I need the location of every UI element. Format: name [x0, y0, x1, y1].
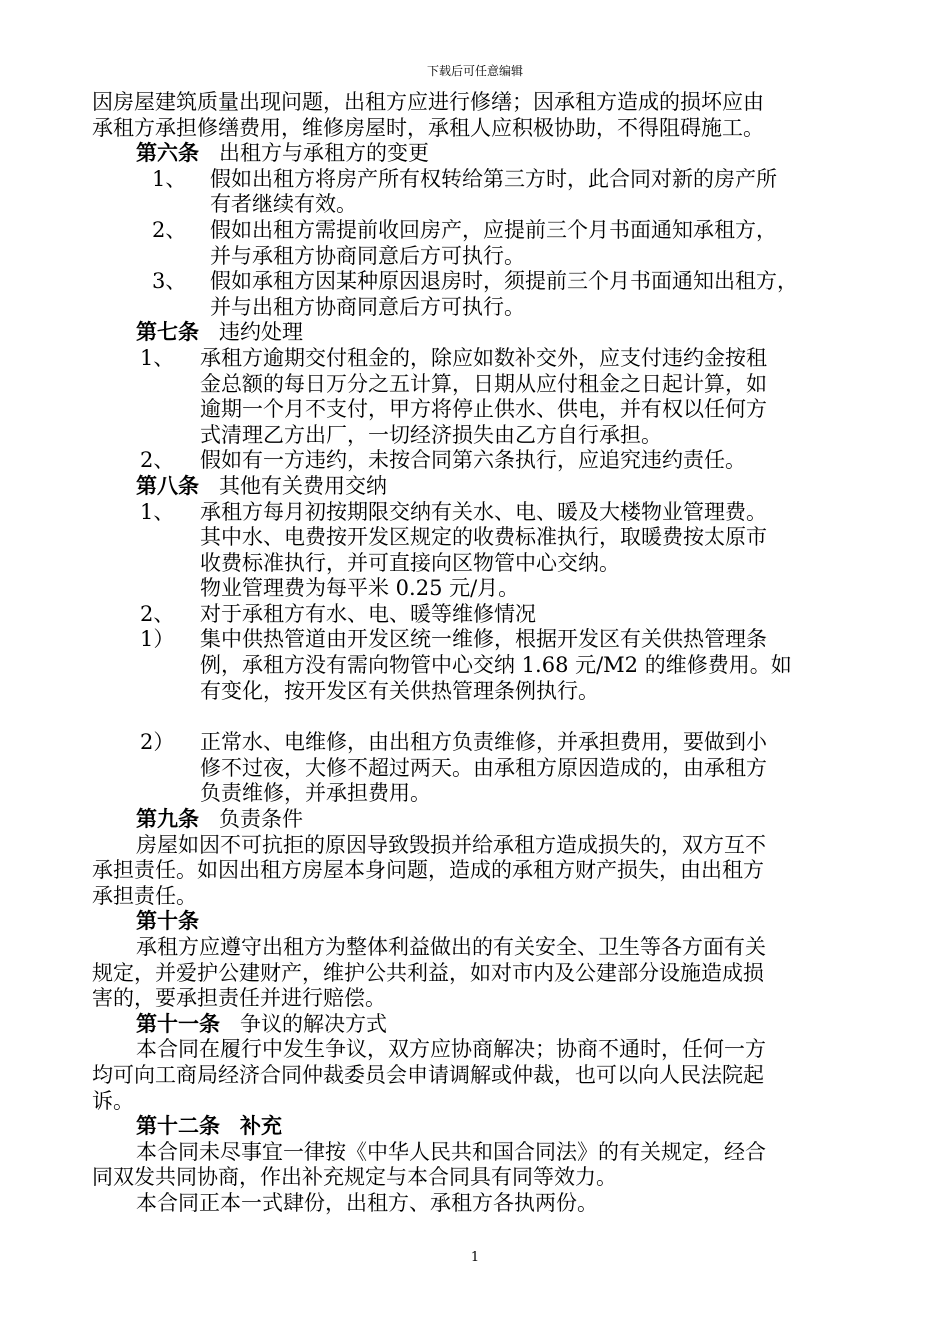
text-line: 均可向工商局经济合同仲裁委员会申请调解或仲裁，也可以向人民法院起 [92, 1062, 764, 1087]
list-item [92, 500, 872, 602]
article-subtitle: 其他有关费用交纳 [219, 473, 387, 498]
article-subtitle: 争议的解决方式 [240, 1011, 387, 1036]
list-item [92, 627, 872, 704]
text-line: 负责维修，并承担费用。 [200, 781, 431, 806]
text-line: 本合同在履行中发生争议，双方应协商解决；协商不通时，任何一方 [136, 1037, 766, 1062]
item-number: 1、 [152, 166, 187, 191]
article-7-heading [92, 320, 872, 346]
text-line: 有变化，按开发区有关供热管理条例执行。 [200, 678, 599, 703]
text-line: 有者继续有效。 [210, 192, 357, 217]
blank-line [92, 704, 872, 730]
list-item [92, 218, 872, 269]
article-title: 第六条 [136, 141, 199, 166]
list-item [92, 602, 872, 628]
text-line: 房屋如因不可抗拒的原因导致毁损并给承租方造成损失的，双方互不 [136, 832, 766, 857]
article-6-heading [92, 141, 872, 167]
item-number: 1、 [140, 499, 175, 524]
article-10-heading [92, 909, 872, 935]
article-title: 第十条 [136, 909, 199, 934]
text-line: 金总额的每日万分之五计算，日期从应付租金之日起计算，如 [200, 371, 767, 396]
text-line: 收费标准执行，并可直接向区物管中心交纳。 [200, 550, 620, 575]
text-line: 承租方承担修缮费用，维修房屋时，承租人应积极协助，不得阻碍施工。 [92, 115, 764, 140]
list-item [92, 346, 872, 448]
text-line: 正常水、电维修，由出租方负责维修，并承担费用，要做到小 [200, 730, 767, 755]
text-line: 假如承租方因某种原因退房时，须提前三个月书面通知出租方， [210, 269, 798, 294]
text-line: 承担责任。如因出租方房屋本身问题，造成的承租方财产损失，由出租方 [92, 858, 764, 883]
article-title: 第九条 [136, 807, 199, 832]
item-number: 2、 [140, 601, 175, 626]
page-number: 1 [470, 1250, 480, 1265]
article-subtitle: 违约处理 [219, 320, 303, 345]
text-line: 逾期一个月不支付，甲方将停止供水、供电，并有权以任何方 [200, 397, 767, 422]
text-line: 同双发共同协商，作出补充规定与本合同具有同等效力。 [92, 1165, 617, 1190]
text-line: 承租方应遵守出租方为整体利益做出的有关安全、卫生等各方面有关 [136, 935, 766, 959]
text-line: 本合同未尽事宜一律按《中华人民共和国合同法》的有关规定，经合 [136, 1139, 766, 1164]
text-line: 其中水、电费按开发区规定的收费标准执行，取暖费按太原市 [200, 525, 767, 550]
article-title: 第七条 [136, 320, 199, 345]
list-item [92, 448, 872, 474]
text-line: 害的，要承担责任并进行赔偿。 [92, 986, 386, 1011]
text-line: 因房屋建筑质量出现问题，出租方应进行修缮；因承租方造成的损坏应由 [92, 90, 764, 114]
item-number: 3、 [152, 269, 187, 294]
list-item [92, 167, 872, 218]
text-line: 假如出租方将房产所有权转给第三方时，此合同对新的房产所 [210, 166, 777, 191]
article-title: 第十一条 [136, 1011, 220, 1036]
text-line: 承租方逾期交付租金的，除应如数补交外，应支付违约金按租 [200, 345, 767, 370]
article-subtitle: 负责条件 [219, 807, 303, 832]
item-number: 2、 [152, 217, 187, 242]
article-subtitle: 出租方与承租方的变更 [219, 141, 429, 166]
list-item [92, 269, 872, 320]
text-line: 物业管理费为每平米 0.25 元/月。 [200, 576, 520, 601]
article-11-heading [92, 1012, 872, 1038]
article-subtitle: 补充 [240, 1114, 282, 1139]
text-line: 集中供热管道由开发区统一维修，根据开发区有关供热管理条 [200, 627, 767, 652]
item-number: 2） [140, 730, 175, 755]
article-9-heading [92, 807, 872, 833]
text-line: 假如出租方需提前收回房产，应提前三个月书面通知承租方， [210, 217, 777, 242]
text-line: 并与承租方协商同意后方可执行。 [210, 243, 525, 268]
text-line: 并与出租方协商同意后方可执行。 [210, 294, 525, 319]
list-item [92, 730, 872, 807]
item-number: 1） [140, 627, 175, 652]
text-line: 承担责任。 [92, 883, 197, 908]
article-12-heading [92, 1114, 872, 1140]
page-header: 下载后可任意编辑 [426, 64, 523, 78]
text-line: 式清理乙方出厂，一切经济损失由乙方自行承担。 [200, 422, 662, 447]
item-number: 1、 [140, 345, 175, 370]
text-line: 承租方每月初按期限交纳有关水、电、暖及大楼物业管理费。 [200, 499, 767, 524]
text-line: 对于承租方有水、电、暖等维修情况 [200, 601, 536, 626]
text-line: 修不过夜，大修不超过两天。由承租方原因造成的，由承租方 [200, 755, 767, 780]
article-8-heading [92, 474, 872, 500]
article-title: 第八条 [136, 473, 199, 498]
text-line: 例，承租方没有需向物管中心交纳 1.68 元/M2 的维修费用。如 [200, 653, 792, 678]
item-number: 2、 [140, 448, 175, 473]
text-line: 本合同正本一式肆份，出租方、承租方各执两份。 [136, 1190, 598, 1215]
document-body [92, 90, 872, 1217]
text-line: 假如有一方违约，未按合同第六条执行，应追究违约责任。 [200, 448, 746, 473]
article-title: 第十二条 [136, 1114, 220, 1139]
text-line: 规定，并爱护公建财产，维护公共利益，如对市内及公建部分设施造成损 [92, 960, 764, 985]
text-line: 诉。 [92, 1088, 134, 1113]
